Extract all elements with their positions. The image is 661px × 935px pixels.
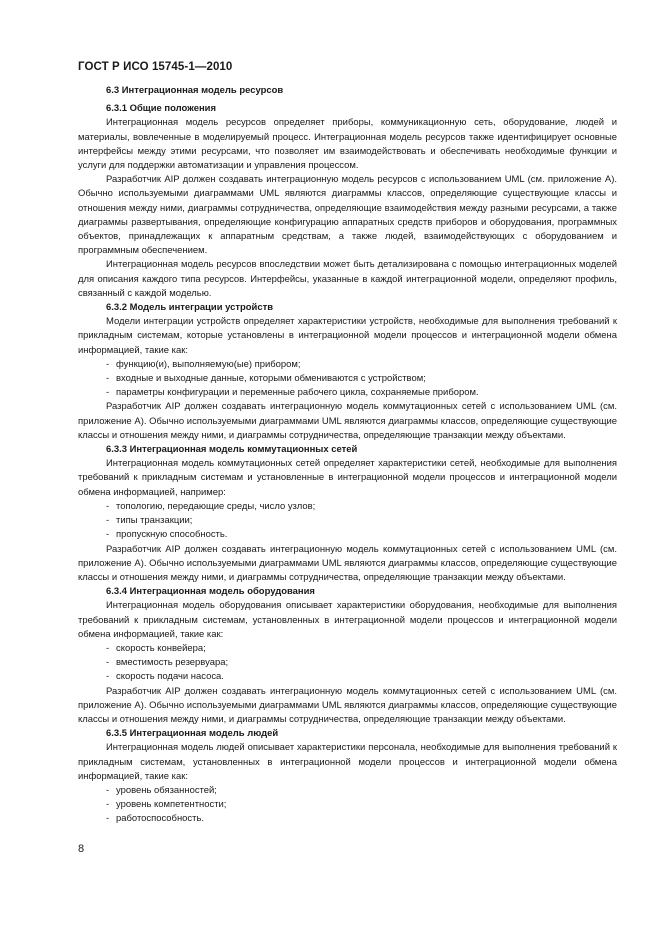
paragraph: Разработчик AIP должен создавать интеграционную модель коммутационных сетей с использованием UML (см. приложение А). Обычно используемыми диаграммами UML являются диаграммы классов, определяющие существующие классы и отношения между ними, и диаграммы сотрудничества, определяющие транзакции между объектами. (78, 401, 617, 441)
list-item (78, 528, 617, 542)
list-bullet: - (106, 799, 110, 811)
list-bullet: - (106, 529, 110, 541)
list-bullet: - (106, 671, 110, 683)
section-heading: 6.3 Интеграционная модель ресурсов (106, 85, 284, 96)
paragraph: Интеграционная модель коммутационных сетей определяет характеристики сетей, необходимые для выполнения требований к прикладным системам и установленные в интеграционной модели процессов и интеграционной модели обмена информацией, например: (78, 458, 617, 498)
document-body (78, 84, 617, 827)
paragraph: Интеграционная модель людей описывает характеристики персонала, необходимые для выполнения требований к прикладным системам, установленных в интеграционной модели процессов и интеграционной модели обмена информацией, такие как: (78, 742, 617, 782)
list-item-text: пропускную способность. (116, 529, 228, 541)
list-bullet: - (106, 358, 110, 370)
list-item-text: скорость подачи насоса. (116, 671, 224, 683)
list-bullet: - (106, 387, 110, 399)
list-item (78, 358, 617, 372)
list-item (78, 500, 617, 514)
list-item-text: параметры конфигурации и переменные рабочего цикла, сохраняемые прибором. (116, 387, 479, 399)
subsection-heading: 6.3.2 Модель интеграции устройств (106, 302, 274, 314)
paragraph: Модели интеграции устройств определяет характеристики устройств, необходимые для выполнения требований к прикладным системам, которые установлены в интеграционной модели процессов и интеграционной модели обмена информацией, такие как: (78, 316, 617, 356)
document-header: ГОСТ Р ИСО 15745-1—2010 (78, 61, 233, 73)
subsection-heading: 6.3.4 Интеграционная модель оборудования (106, 586, 315, 598)
paragraph: Интеграционная модель ресурсов определяет приборы, коммуникационную сеть, оборудование, людей и материалы, вовлеченные в моделируемый процесс. Интеграционная модель ресурсов также идентифицирует основные интерфейсы между этими ресурсами, что позволяет им взаимодействовать и обеспечивать необходимые функции и услуги для поддержки автоматизации и управления процессом. (78, 117, 617, 172)
list-item-text: вместимость резервуара; (116, 657, 229, 669)
list-bullet: - (106, 657, 110, 669)
list-item-text: уровень обязанностей; (116, 784, 217, 796)
list-bullet: - (106, 813, 110, 825)
list-item (78, 642, 617, 656)
list-bullet: - (106, 500, 110, 512)
list-item (78, 514, 617, 528)
list-item-text: скорость конвейера; (116, 642, 206, 654)
subsection-heading: 6.3.5 Интеграционная модель людей (106, 728, 279, 740)
list-item (78, 372, 617, 386)
list-item-text: топологию, передающие среды, число узлов; (116, 500, 316, 512)
paragraph: Разработчик AIP должен создавать интеграционную модель коммутационных сетей с использованием UML (см. приложение А). Обычно используемыми диаграммами UML являются диаграммы классов, определяющие существующие классы и отношения между ними, и диаграммы сотрудничества, определяющие транзакции между объектами. (78, 543, 617, 583)
list-bullet: - (106, 784, 110, 796)
list-item-text: входные и выходные данные, которыми обмениваются с устройством; (116, 373, 426, 385)
list-item-text: функцию(и), выполняемую(ые) прибором; (116, 358, 301, 370)
paragraph: Разработчик AIP должен создавать интеграционную модель коммутационных сетей с использованием UML (см. приложение А). Обычно используемыми диаграммами UML являются диаграммы классов, определяющие существующие классы и отношения между ними, и диаграммы сотрудничества, определяющие транзакции между объектами. (78, 685, 617, 725)
list-bullet: - (106, 373, 110, 385)
page-number: 8 (78, 843, 85, 855)
list-item-text: типы транзакции; (116, 515, 193, 527)
list-item (78, 798, 617, 812)
paragraph: Интеграционная модель оборудования описывает характеристики оборудования, необходимые для выполнения требований к прикладным системам, установленных в интеграционной модели процессов и интеграционной модели обмена информацией, такие как: (78, 600, 617, 640)
list-item (78, 656, 617, 670)
list-item-text: работоспособность. (116, 813, 205, 825)
subsection-heading: 6.3.3 Интеграционная модель коммутационных сетей (106, 444, 358, 456)
list-item (78, 386, 617, 400)
list-item (78, 784, 617, 798)
list-bullet: - (106, 642, 110, 654)
subsection-heading: 6.3.1 Общие положения (106, 103, 216, 115)
paragraph: Интеграционная модель ресурсов впоследствии может быть детализирована с помощью интеграционных моделей для описания каждого типа ресурсов. Интерфейсы, указанные в каждой интеграционной модели, определяют профиль, связанный с каждой моделью. (78, 259, 617, 299)
list-item (78, 670, 617, 684)
paragraph: Разработчик AIP должен создавать интеграционную модель ресурсов с использованием UML (см. приложение А). Обычно используемыми диаграммами UML являются диаграммы классов, определяющие существующие классы и отношения между ними, диаграммы сотрудничества, определяющие взаимодействия между разными ресурсами, а также диаграммы развертывания, определяющие конфигурацию аппаратных средств приборов и оборудования, программных объектов, принадлежащих к аппаратным средствам, а также людей, взаимодействующих с оборудованием и программным обеспечением. (78, 174, 617, 257)
list-bullet: - (106, 515, 110, 527)
list-item (78, 812, 617, 826)
list-item-text: уровень компетентности; (116, 799, 227, 811)
